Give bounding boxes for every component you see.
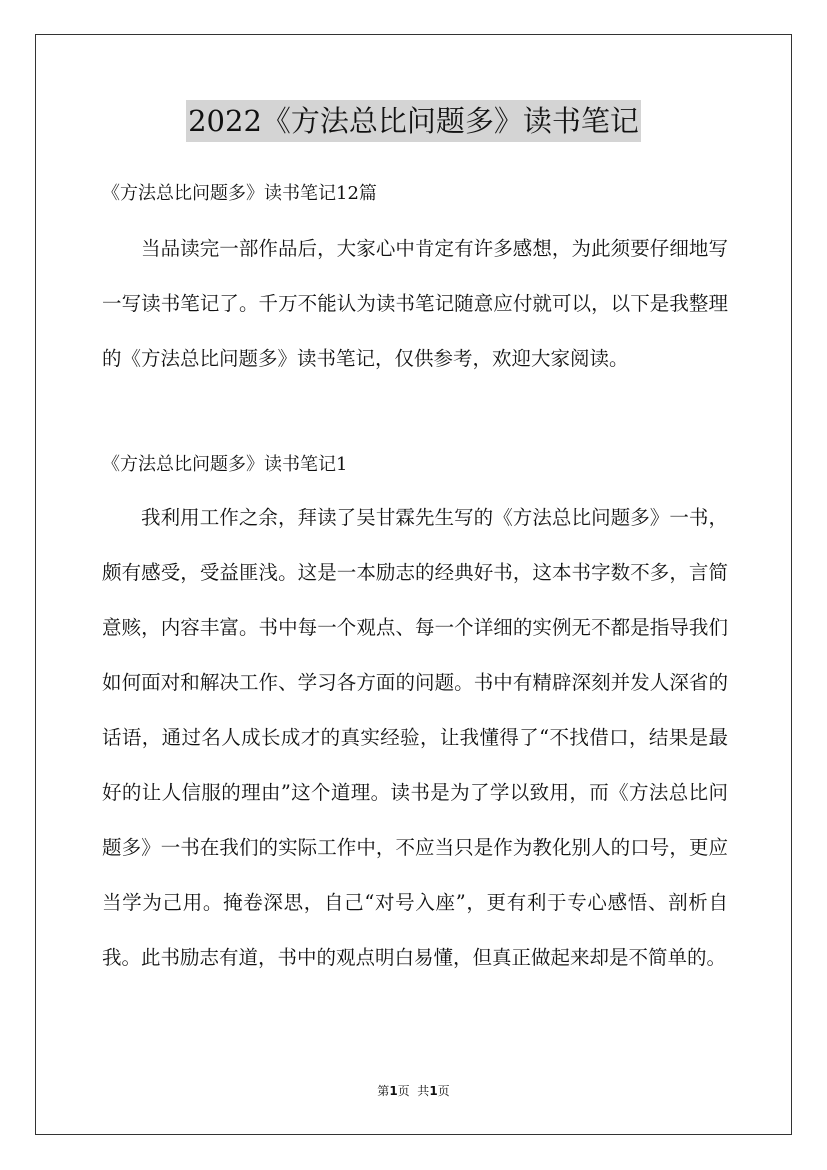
page-footer bbox=[0, 1082, 827, 1100]
body-paragraph: 我利用工作之余，拜读了吴甘霖先生写的《方法总比问题多》一书，颇有感受，受益匪浅。这是一本励志的经典好书，这本书字数不多，言简意赅，内容丰富。书中每一个观点、每一个详细的实例无不都是指导我们如何面对和解决工作、学习各方面的问题。书中有精辟深刻并发人深省的话语，通过名人成长成才的真实经验，让我懂得了“不找借口，结果是最好的让人信服的理由”这个道理。读书是为了学以致用，而《方法总比问题多》一书在我们的实际工作中，不应当只是作为教化别人的口号，更应当学为己用。掩卷深思，自己“对号入座”，更有利于专心感悟、剖析自我。此书励志有道，书中的观点明白易懂，但真正做起来却是不简单的。 bbox=[102, 506, 728, 969]
intro-paragraph: 当品读完一部作品后，大家心中肯定有许多感想，为此须要仔细地写一写读书笔记了。千万不能认为读书笔记随意应付就可以，以下是我整理的《方法总比问题多》读书笔记，仅供参考，欢迎大家阅读。 bbox=[102, 237, 728, 370]
document-subtitle: 《方法总比问题多》读书笔记12篇 bbox=[102, 183, 377, 204]
section-heading: 《方法总比问题多》读书笔记1 bbox=[102, 454, 348, 475]
footer-page-suffix: 页 bbox=[437, 1084, 450, 1098]
footer-page-number: 1 bbox=[389, 1084, 398, 1098]
title-container bbox=[0, 100, 827, 142]
footer-page-middle: 页 共 bbox=[397, 1084, 430, 1098]
footer-total-pages: 1 bbox=[429, 1084, 438, 1098]
document-title: 2022《方法总比问题多》读书笔记 bbox=[186, 100, 641, 142]
footer-page-prefix: 第 bbox=[377, 1084, 390, 1098]
